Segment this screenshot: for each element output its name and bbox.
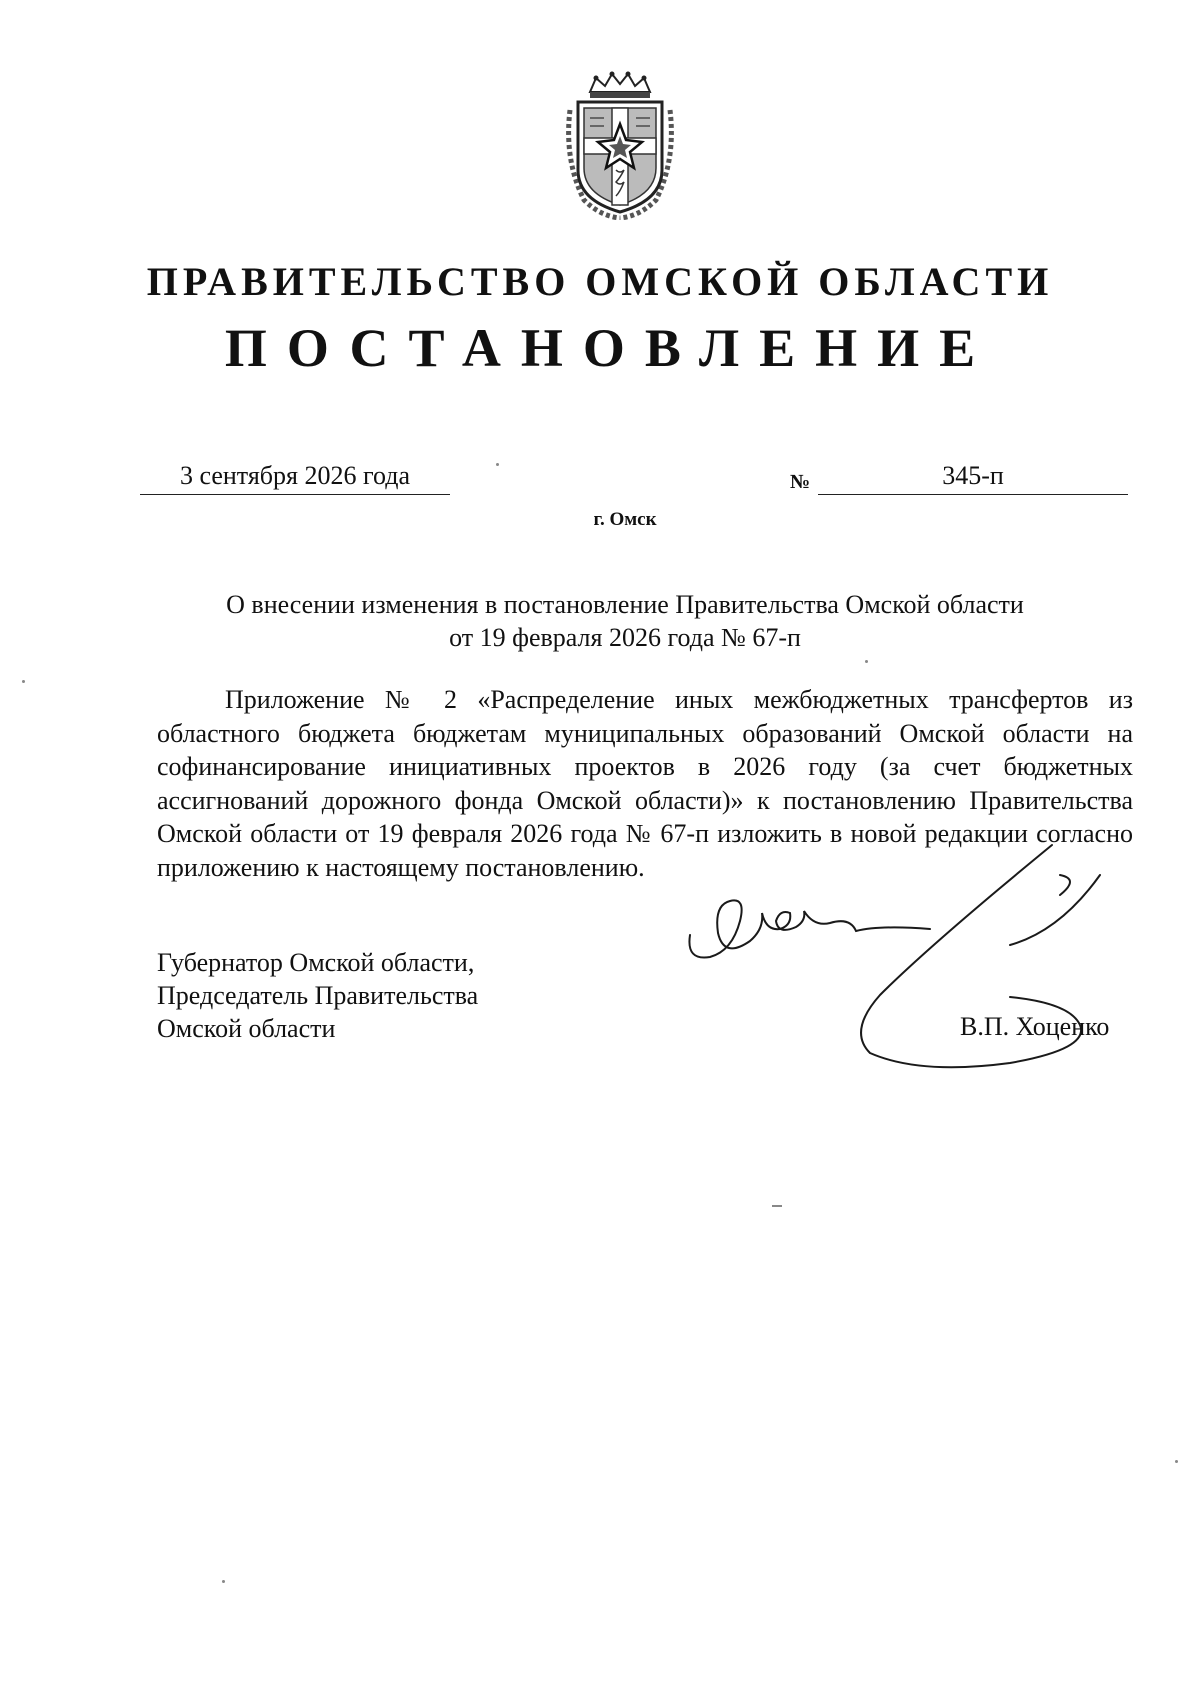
- scan-speck: [222, 1580, 225, 1583]
- document-subject: [0, 588, 1200, 654]
- signer-name: В.П. Хоценко: [960, 1012, 1110, 1041]
- subject-line-2: от 19 февраля 2026 года № 67-п: [449, 623, 801, 652]
- signer-title: [157, 946, 478, 1045]
- number-label: №: [790, 471, 811, 493]
- body-paragraph: Приложение № 2 «Распределение иных межбюджетных трансфертов из областного бюджета бюджетам муниципальных образований Омской области на софинансирование инициативных проектов в 2026 году (за счет бюджетных ассигнований дорожного фонда Омской области)» к постановлению Правительства Омской области от 19 февраля 2026 года № 67-п изложить в новой редакции согласно приложению к настоящему постановлению.: [157, 685, 1133, 882]
- scan-speck: [865, 660, 868, 663]
- coat-of-arms-icon: [560, 70, 680, 220]
- government-title: ПРАВИТЕЛЬСТВО ОМСКОЙ ОБЛАСТИ: [146, 259, 1054, 304]
- subject-line-1: О внесении изменения в постановление Правительства Омской области: [226, 590, 1024, 619]
- document-number: 345-п: [818, 460, 1128, 495]
- document-date: 3 сентября 2026 года: [140, 460, 450, 495]
- document-type-title: ПОСТАНОВЛЕНИЕ: [224, 318, 996, 378]
- handwritten-signature-icon: [680, 835, 1120, 1095]
- scan-speck: [772, 1205, 782, 1207]
- signer-title-line-3: Омской области: [157, 1014, 336, 1043]
- signer-title-line-2: Председатель Правительства: [157, 981, 479, 1010]
- signer-title-line-1: Губернатор Омской области,: [157, 948, 475, 977]
- scan-speck: [1175, 1460, 1178, 1463]
- scan-speck: [22, 680, 25, 683]
- city-label: г. Омск: [593, 509, 657, 530]
- scan-speck: [496, 463, 499, 466]
